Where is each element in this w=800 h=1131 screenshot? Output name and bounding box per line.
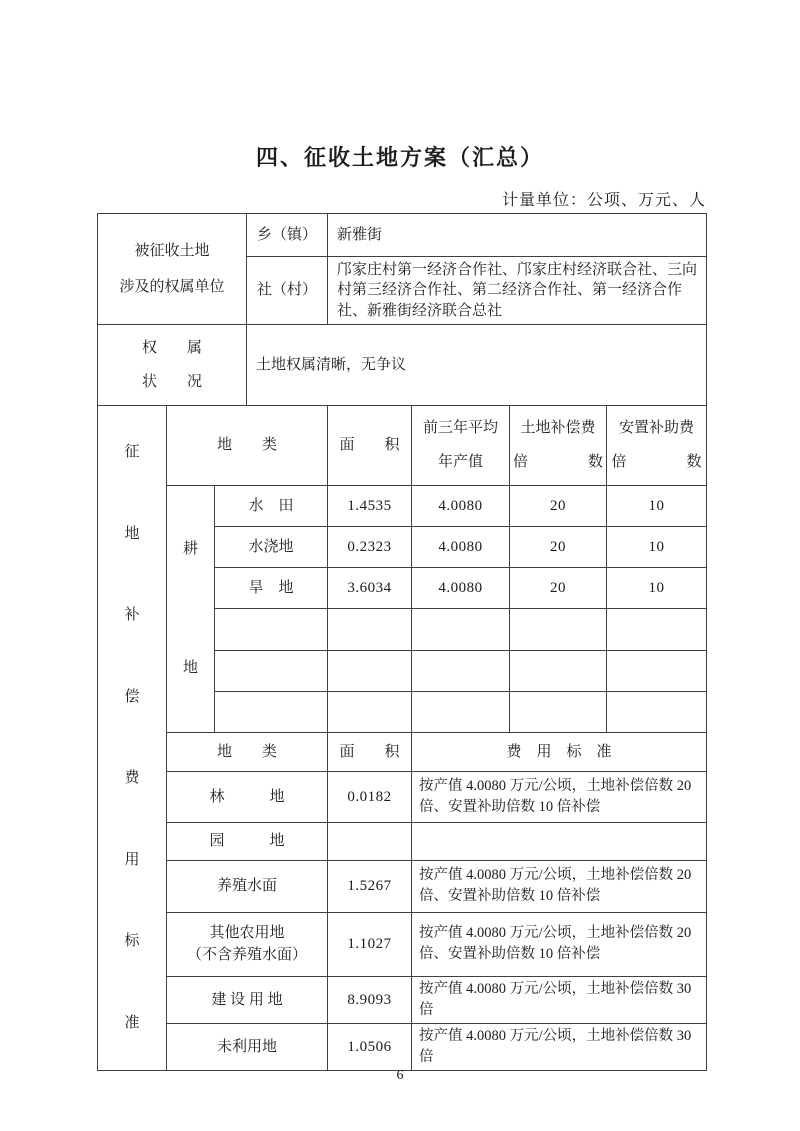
- ownership-subject-lines: [98, 241, 246, 298]
- header2-standard: 费 用 标 准: [412, 732, 707, 771]
- header-output-line2: 年产值: [438, 454, 484, 471]
- land-multiple-cell: [510, 608, 607, 650]
- land-name-cell: 未利用地: [167, 1023, 328, 1070]
- header-output-lines: [412, 418, 509, 473]
- section-vertical-label-cell: [98, 405, 167, 1070]
- standard-cell: 按产值 4.0080 万元/公顷，土地补偿倍数 30 倍: [412, 1023, 707, 1070]
- land-name-cell: 养殖水面: [167, 860, 328, 912]
- land-name-cell: 旱 地: [215, 567, 328, 608]
- cropland-char: 地: [182, 660, 198, 677]
- area-cell: [328, 691, 412, 732]
- output-cell: [412, 691, 510, 732]
- table-row: [98, 1023, 707, 1070]
- section-vertical-label: [98, 412, 166, 1064]
- land-name-line2: （不含养殖水面）: [187, 947, 308, 964]
- land-multiple-cell: [510, 650, 607, 691]
- header-land-compensation: [510, 405, 607, 485]
- output-cell: 4.0080: [412, 567, 510, 608]
- area-cell: 0.0182: [328, 771, 412, 822]
- tenure-status-line1: 权 属: [141, 339, 202, 356]
- header-output-value: [412, 405, 510, 485]
- area-cell: 3.6034: [328, 567, 412, 608]
- table-header-row: [98, 405, 707, 485]
- area-cell: 1.4535: [328, 485, 412, 526]
- header-area: 面 积: [328, 405, 412, 485]
- header-resettle-lines: [607, 418, 706, 473]
- ownership-subject-cell: [98, 214, 247, 325]
- table-row: [98, 822, 707, 860]
- ownership-subject-line2: 涉及的权属单位: [119, 278, 225, 295]
- tenure-status-line2: 状 况: [141, 373, 202, 390]
- area-cell: 1.5267: [328, 860, 412, 912]
- land-multiple-cell: [510, 691, 607, 732]
- header-land-comp-line1: 土地补偿费: [520, 420, 596, 436]
- header-land-comp-lines: [510, 418, 606, 473]
- area-cell: 1.1027: [328, 912, 412, 976]
- vertical-label-char: 偿: [124, 688, 140, 705]
- table-row: [98, 976, 707, 1023]
- header2-land-type: 地 类: [167, 732, 328, 771]
- area-cell: 0.2323: [328, 526, 412, 567]
- standard-cell: 按产值 4.0080 万元/公顷，土地补偿倍数 20 倍、安置补助倍数 10 倍补偿: [412, 912, 707, 976]
- resettle-multiple-cell: 10: [607, 485, 707, 526]
- output-cell: [412, 608, 510, 650]
- vertical-label-char: 补: [124, 607, 140, 624]
- table-header-row: [98, 732, 707, 771]
- land-name-cell: 建 设 用 地: [167, 976, 328, 1023]
- resettle-multiple-cell: 10: [607, 567, 707, 608]
- table-row: [98, 771, 707, 822]
- land-name-line1: 其他农用地: [209, 925, 285, 941]
- vertical-label-char: 征: [124, 444, 140, 461]
- vertical-label-char: 地: [124, 525, 140, 542]
- area-cell: [328, 608, 412, 650]
- page-title: 四、征收土地方案（汇总）: [255, 145, 544, 170]
- unit-note: 计量单位：公项、万元、人: [501, 192, 706, 209]
- land-name-cell: [215, 650, 328, 691]
- tenure-status-label-cell: [98, 324, 247, 405]
- area-cell: 8.9093: [328, 976, 412, 1023]
- resettle-multiple-cell: [607, 608, 707, 650]
- land-name-cell: 水 田: [215, 485, 328, 526]
- header-land-type: 地 类: [167, 405, 328, 485]
- tenure-status-lines: [98, 338, 246, 393]
- compensation-table: [97, 405, 707, 1071]
- resettle-multiple-cell: 10: [607, 526, 707, 567]
- vertical-label-char: 标: [124, 933, 140, 950]
- ownership-table: [97, 213, 707, 406]
- land-name-cell: [215, 608, 328, 650]
- standard-cell: 按产值 4.0080 万元/公顷，土地补偿倍数 30 倍: [412, 976, 707, 1023]
- header-land-comp-line2: 倍 数: [513, 454, 604, 471]
- header-output-line1: 前三年平均: [423, 420, 499, 436]
- table-row: [98, 485, 707, 526]
- vertical-label-char: 费: [124, 770, 140, 787]
- area-cell: 1.0506: [328, 1023, 412, 1070]
- tenure-status-value-cell: 土地权属清晰，无争议: [247, 324, 707, 405]
- township-value-cell: 新雅街: [328, 214, 707, 257]
- land-name-cell: 林 地: [167, 771, 328, 822]
- standard-cell: 按产值 4.0080 万元/公顷，土地补偿倍数 20 倍、安置补助倍数 10 倍补偿: [412, 860, 707, 912]
- header2-area: 面 积: [328, 732, 412, 771]
- village-label-cell: 社（村）: [247, 257, 328, 325]
- output-cell: 4.0080: [412, 485, 510, 526]
- output-cell: [412, 650, 510, 691]
- standard-cell: 按产值 4.0080 万元/公顷，土地补偿倍数 20 倍、安置补助倍数 10 倍补偿: [412, 771, 707, 822]
- land-name-cell: [215, 691, 328, 732]
- land-name-lines: [167, 923, 327, 966]
- page-number: 6: [396, 1068, 404, 1083]
- area-cell: [328, 650, 412, 691]
- land-name-cell: [167, 912, 328, 976]
- resettle-multiple-cell: [607, 650, 707, 691]
- standard-cell: [412, 822, 707, 860]
- township-label-cell: 乡（镇）: [247, 214, 328, 257]
- table-row: [98, 324, 707, 405]
- resettle-multiple-cell: [607, 691, 707, 732]
- area-cell: [328, 822, 412, 860]
- output-cell: 4.0080: [412, 526, 510, 567]
- village-value-cell: 邝家庄村第一经济合作社、邝家庄村经济联合社、三向村第三经济合作社、第二经济合作社、第一经济合作社、新雅街经济联合总社: [328, 257, 707, 325]
- cropland-char: 耕: [182, 541, 198, 558]
- table-row: [98, 860, 707, 912]
- cropland-category-label: [167, 490, 214, 728]
- vertical-label-char: 用: [124, 851, 140, 868]
- tables-wrapper: [97, 213, 708, 1071]
- header-resettle-line1: 安置补助费: [619, 420, 695, 436]
- table-row: [98, 214, 707, 257]
- land-multiple-cell: 20: [510, 526, 607, 567]
- land-multiple-cell: 20: [510, 485, 607, 526]
- header-resettlement-subsidy: [607, 405, 707, 485]
- table-row: [98, 912, 707, 976]
- land-name-cell: 水浇地: [215, 526, 328, 567]
- land-multiple-cell: 20: [510, 567, 607, 608]
- cropland-category-cell: [167, 485, 215, 732]
- vertical-label-char: 准: [124, 1014, 140, 1031]
- land-name-cell: 园 地: [167, 822, 328, 860]
- ownership-subject-line1: 被征收土地: [134, 242, 210, 259]
- header-resettle-line2: 倍 数: [611, 454, 702, 471]
